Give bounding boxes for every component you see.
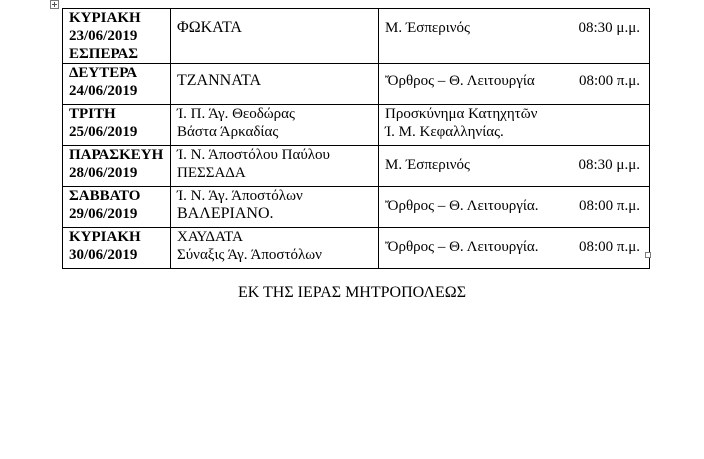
table-row [63,146,650,187]
date-label: 24/06/2019 [69,83,138,99]
place-cell [171,9,379,64]
service-cell [379,187,650,228]
day-extra-label: ΕΣΠΕΡΑΣ [69,46,139,62]
table-row [63,64,650,105]
time-label: 08:30 μ.μ. [578,157,640,173]
place-cell [171,187,379,228]
service-label: Ὄρθρος – Θ. Λειτουργία. [385,239,539,255]
date-cell [63,64,171,105]
place-line1: ΤΖΑΝΝΑΤΑ [177,72,262,89]
date-label: 23/06/2019 [69,28,138,44]
day-label: ΔΕΥΤΕΡΑ [69,65,138,81]
table-row [63,105,650,146]
schedule-table [62,8,650,269]
place-line1: Ί. Ν. Άποστόλου Παύλου [177,147,330,163]
service-label: Προσκύνημα Κατηχητῶν [385,106,538,122]
table-row [63,228,650,269]
service-label: Μ. Έσπερινός [385,157,470,173]
place-cell [171,146,379,187]
service-cell [379,146,650,187]
day-label: ΤΡΙΤΗ [69,106,116,122]
footer-heading: ΕΚ ΤΗΣ ΙΕΡΑΣ ΜΗΤΡΟΠΟΛΕΩΣ [237,284,467,301]
place-line1: Ί. Ν. Άγ. Άποστόλων [177,188,303,204]
table-row [63,9,650,64]
service-cell [379,228,650,269]
date-label: 28/06/2019 [69,165,138,181]
date-label: 30/06/2019 [69,247,138,263]
date-cell [63,146,171,187]
day-label: ΚΥΡΙΑΚΗ [69,229,141,245]
day-label: ΣΑΒΒΑΤΟ [69,188,141,204]
place-cell [171,105,379,146]
time-label: 08:00 π.μ. [578,198,640,214]
date-cell [63,187,171,228]
table-resize-handle-icon[interactable] [645,252,651,258]
table-row [63,187,650,228]
date-cell [63,228,171,269]
service-cell [379,64,650,105]
place-line1: Ί. Π. Άγ. Θεοδώρας [177,106,295,122]
place-line1: ΧΑΥΔΑΤΑ [177,229,243,245]
place-cell [171,64,379,105]
service-label: Ὄρθρος – Θ. Λειτουργία. [385,198,539,214]
time-label: 08:00 π.μ. [578,73,640,89]
time-label: 08:00 π.μ. [578,239,640,255]
date-label: 25/06/2019 [69,124,138,140]
day-label: ΚΥΡΙΑΚΗ [69,10,141,26]
table-move-handle-icon[interactable] [50,0,59,9]
place-line2: Σύναξις Άγ. Άποστόλων [177,247,322,263]
service-line2: Ί. Μ. Κεφαλληνίας. [385,124,504,140]
place-line2: Βάστα Άρκαδίας [177,124,279,140]
service-label: Μ. Έσπερινός [385,20,470,36]
date-cell [63,9,171,64]
service-cell [379,9,650,64]
place-line2: ΠΕΣΣΑΔΑ [177,165,246,181]
date-label: 29/06/2019 [69,206,138,222]
service-cell [379,105,650,146]
time-label: 08:30 μ.μ. [578,20,640,36]
place-cell [171,228,379,269]
service-label: Ὄρθρος – Θ. Λειτουργία [385,73,535,89]
place-line2: ΒΑΛΕΡΙΑΝΟ. [177,205,274,222]
place-line1: ΦΩΚΑΤΑ [177,19,242,36]
date-cell [63,105,171,146]
day-label: ΠΑΡΑΣΚΕΥΗ [69,147,164,163]
